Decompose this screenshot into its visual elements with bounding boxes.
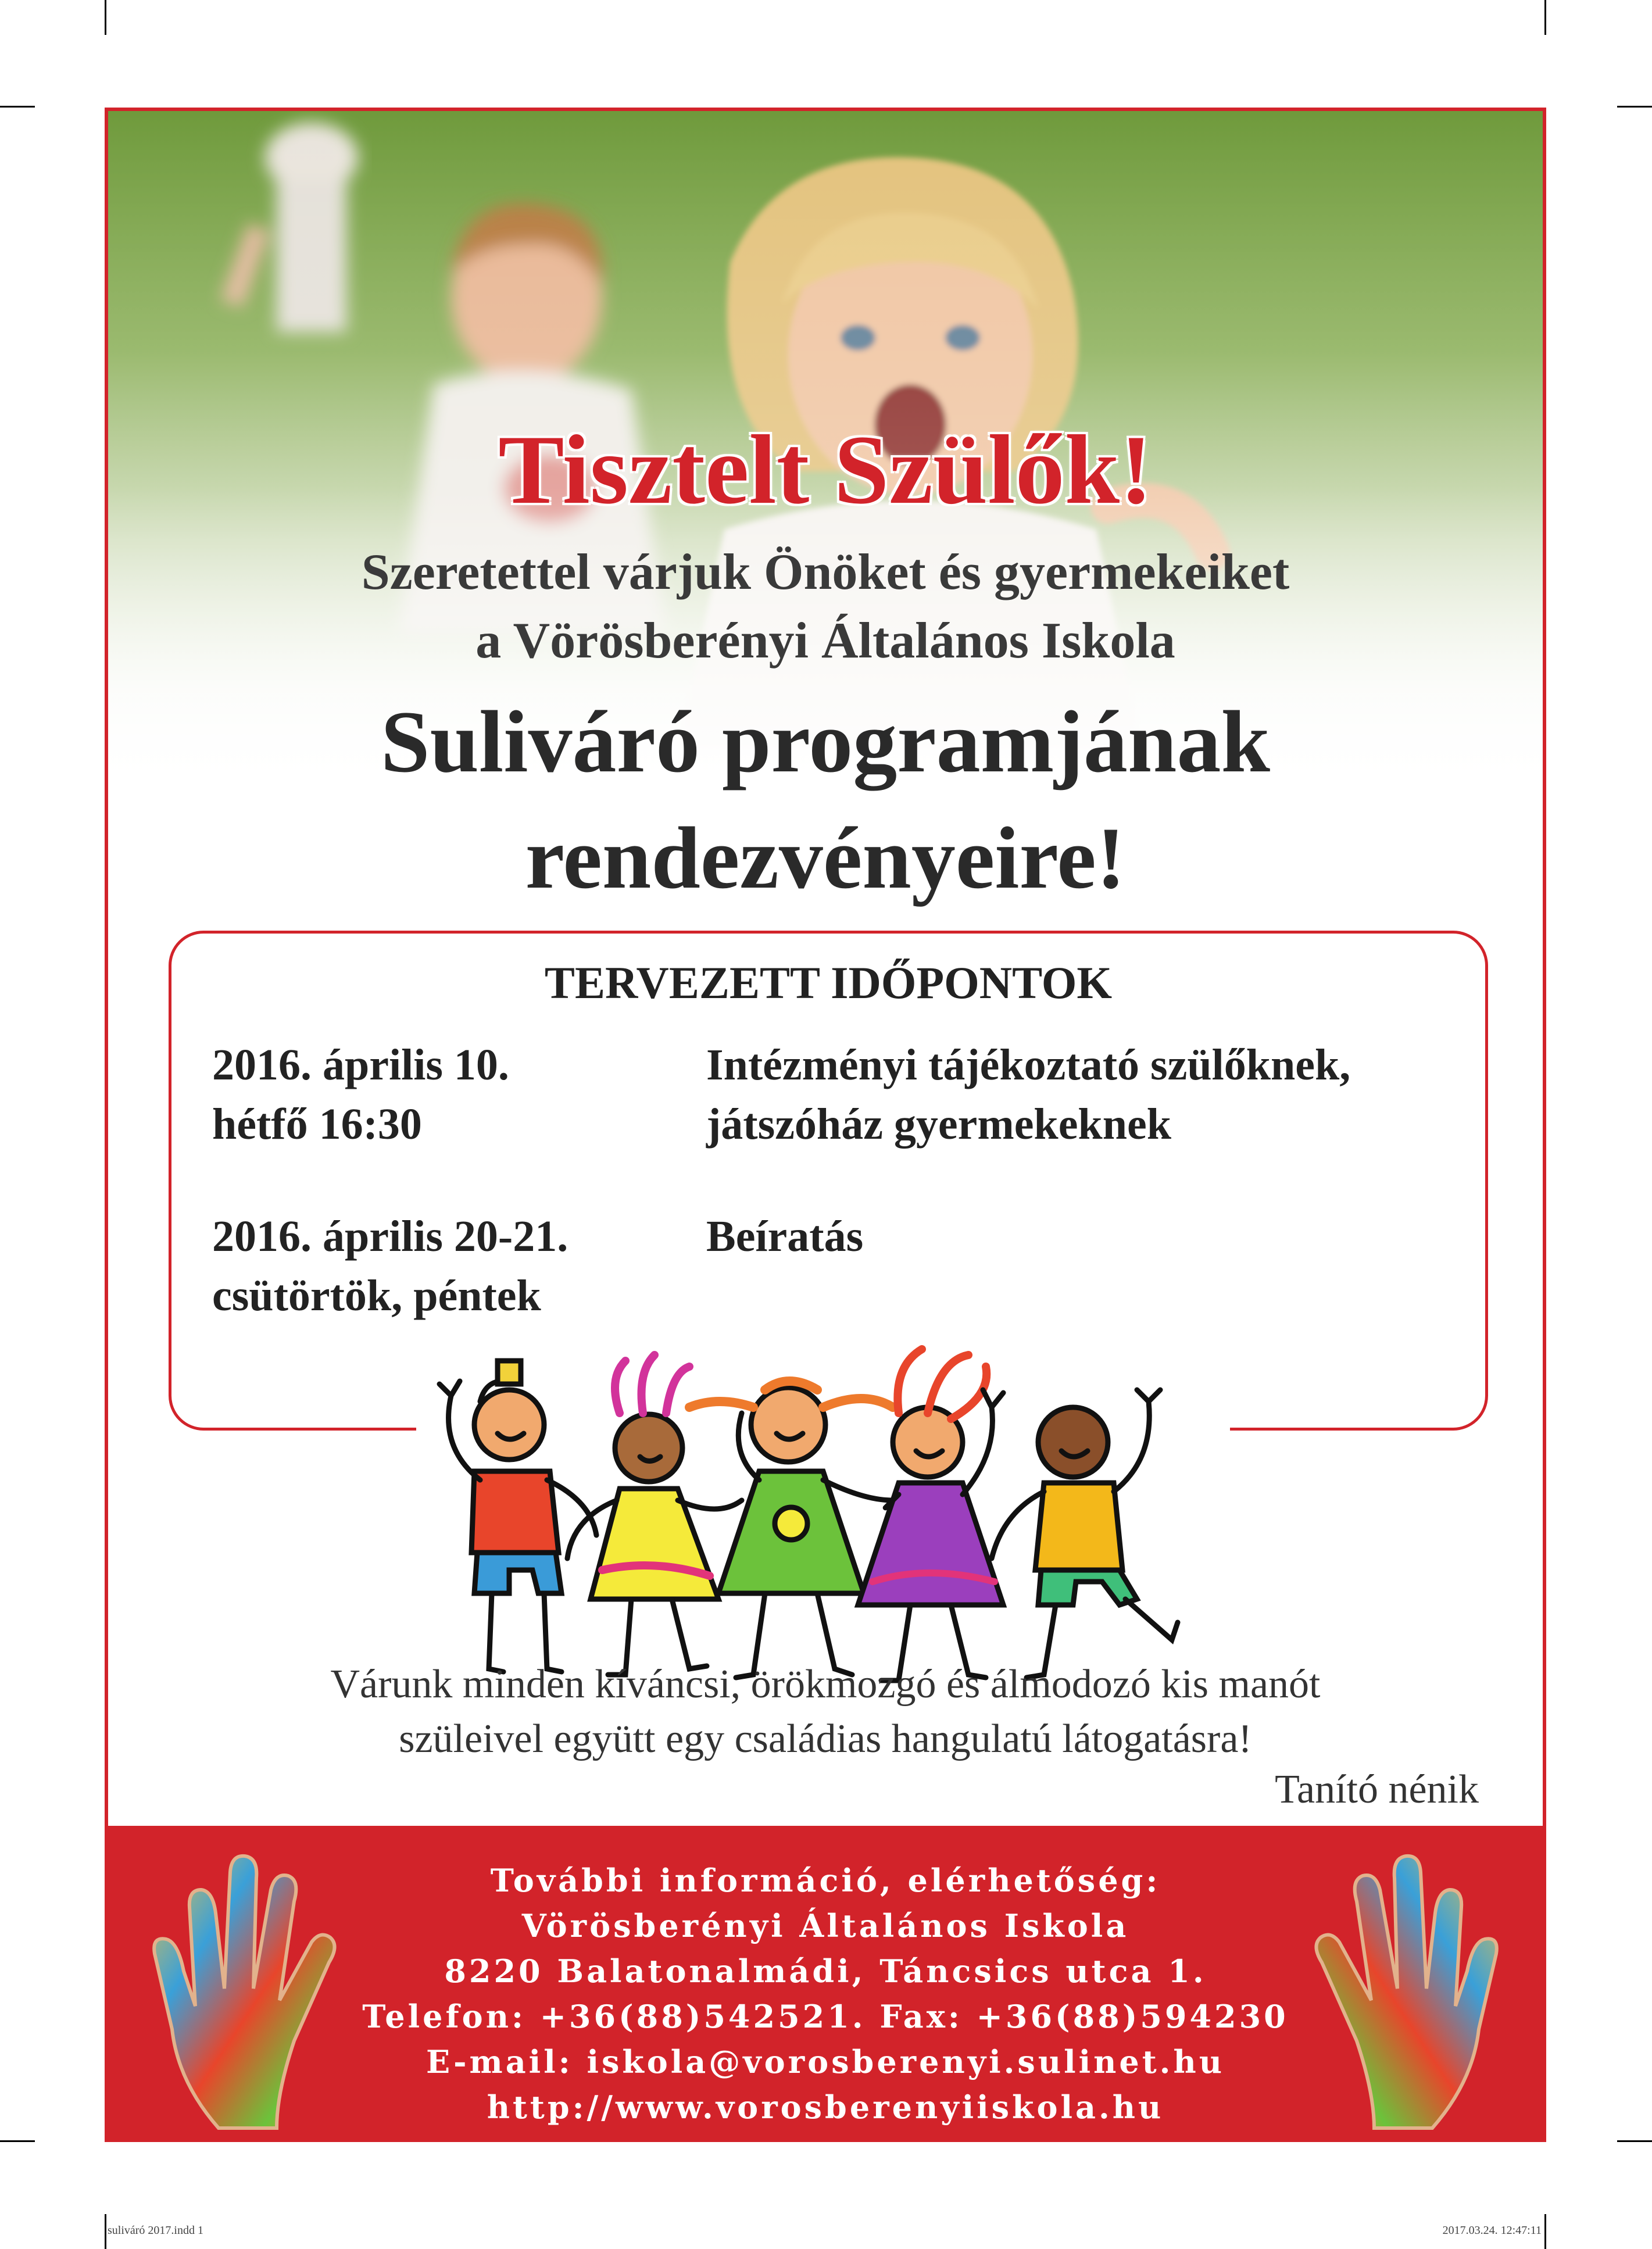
schedule-event: Intézményi tájékoztató szülőknek, [706,1041,1351,1089]
slug-timestamp: 2017.03.24. 12:47:11 [1442,2224,1542,2237]
slug-filename: suliváró 2017.indd 1 [108,2224,203,2237]
poster [105,108,1546,2142]
closing-line-1: Várunk minden kíváncsi, örökmozgó és álmodozó kis manót [330,1662,1321,1707]
closing-line-2: szüleivel együtt egy családias hangulatú látogatásra! [399,1717,1252,1761]
crop-mark [0,106,35,108]
crop-mark [105,0,106,35]
crop-mark [0,2140,35,2142]
crop-mark [105,2214,106,2249]
footer-line: 8220 Balatonalmádi, Táncsics utca 1. [444,1953,1207,1990]
schedule-event-cell [706,1207,1491,1266]
footer-email[interactable]: E-mail: iskola@vorosberenyi.sulinet.hu [425,2043,1225,2080]
schedule-date: 2016. április 10. [212,1041,509,1089]
schedule-title: TERVEZETT IDŐPONTOK [544,957,1113,1008]
crop-mark [1617,106,1652,108]
schedule-event: játszóház gyermekeknek [706,1100,1171,1149]
invitation-line-1: Szeretettel várjuk Önöket és gyermekeiket [361,544,1290,600]
schedule-day: csütörtök, péntek [212,1271,541,1320]
dancing-kids-illustration [416,1326,1230,1698]
schedule-date-cell [212,1035,689,1154]
crop-mark [1544,0,1546,35]
contact-footer [108,1826,1543,2142]
greeting-heading: Tisztelt Szülők! [498,415,1153,524]
program-title-line-1: Suliváró programjának [380,693,1271,791]
invitation-line-2: a Vörösberényi Általános Iskola [475,613,1175,669]
schedule-day: hétfő 16:30 [212,1100,422,1149]
footer-line: További információ, elérhetőség: [490,1862,1161,1899]
crop-mark [1544,2214,1546,2249]
signature: Tanító nénik [1275,1767,1479,1812]
schedule-event-cell [706,1035,1491,1154]
footer-website-link[interactable]: http://www.vorosberenyiiskola.hu [487,2089,1164,2126]
schedule-date-cell [212,1207,689,1325]
schedule-date: 2016. április 20-21. [212,1212,568,1261]
dancing-kids-icon [416,1326,1230,1698]
crop-mark [1617,2140,1652,2142]
footer-line: Vörösberényi Általános Iskola [521,1907,1129,1944]
schedule-event: Beíratás [706,1212,864,1261]
program-title-line-2: rendezvényeire! [525,809,1126,907]
footer-phone: Telefon: +36(88)542521. Fax: +36(88)594230 [362,1998,1289,2035]
